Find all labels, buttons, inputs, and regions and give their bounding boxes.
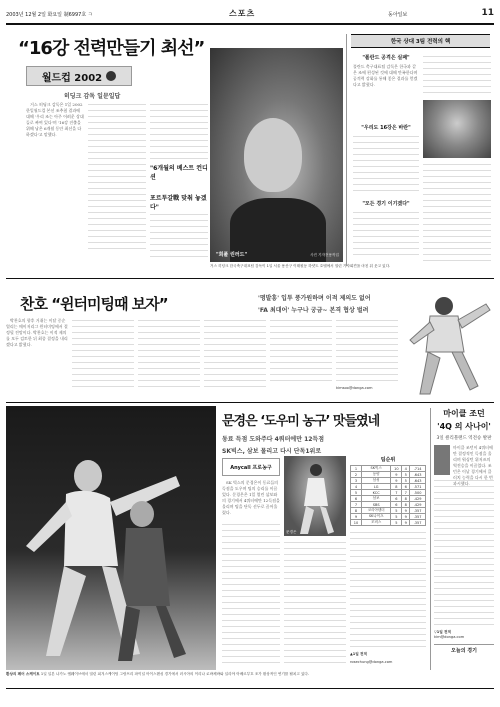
sidebar-left-column — [353, 54, 419, 256]
table-cell: 5 — [402, 472, 410, 478]
table-cell: 9 — [391, 478, 402, 484]
table-cell: .429 — [410, 496, 426, 502]
table-cell: 9 — [391, 472, 402, 478]
filler-text-lines — [150, 102, 208, 162]
table-cell: 삼성 — [362, 478, 391, 484]
top-highlight — [150, 164, 208, 211]
section-name: 스포츠 — [229, 9, 256, 18]
jordan-headline-1: 마이클 조던 — [443, 409, 485, 418]
bottom-email: rosechung@donga.com — [350, 660, 393, 664]
nba-logo — [434, 445, 450, 475]
sidebar-item2-title: "우리도 16강은 바란" — [361, 125, 411, 131]
jordan-results-title: ▽1일 전적 — [434, 630, 451, 634]
mid-subhead-2: 'FA 최대어' 누구나 궁금~ 본격 협상 벌려 — [258, 307, 369, 314]
table-cell: 8 — [391, 484, 402, 490]
top-headline: “16강 전력만들기 최선” — [18, 38, 205, 59]
table-cell: 4 — [351, 484, 362, 490]
table-cell: .429 — [410, 502, 426, 508]
top-body-col2 — [88, 102, 146, 252]
sidebar-title: 한국 상대 3팀 전력의 핵 — [390, 39, 451, 45]
sidebar-title-bar — [351, 34, 490, 48]
sponsor-logo — [222, 458, 280, 476]
filler-text-lines — [434, 478, 494, 628]
mid-body-col1 — [6, 318, 68, 392]
table-cell: 6 — [391, 496, 402, 502]
table-cell: 10 — [351, 520, 362, 526]
jordan-email: kim@donga.com — [434, 635, 465, 639]
table-cell: 5 — [351, 490, 362, 496]
skating-caption — [6, 672, 494, 684]
jordan-intro — [434, 445, 494, 486]
hiddink-photo-caption: 거스 히딩크 한국축구대표팀 감독이 1일 서울 용산구 이태원동 하얏트 호텔에서 열린 기자회견을 마친 뒤 웃고 있다. — [210, 264, 391, 268]
top-body-col1 — [26, 102, 84, 252]
hiddink-photo — [210, 48, 343, 262]
table-cell: 코리아텐더 — [362, 508, 391, 514]
bottom-subhead-1: 동료 득점 도와주다 4쿼터에만 12득점 — [222, 436, 325, 443]
jordan-subhead: 3일 클리블랜드 역전승 발판 — [436, 436, 492, 441]
filler-text-lines — [284, 540, 346, 668]
table-cell: .714 — [410, 466, 426, 472]
standings-table — [350, 465, 426, 526]
basketball-photo-caption: 문경은 — [286, 530, 297, 534]
table-cell: LG — [362, 484, 391, 490]
standings-box — [350, 456, 426, 526]
jordan-headline-2: '4Q 의 사나이' — [437, 422, 491, 431]
table-cell: 5 — [402, 478, 410, 484]
nba-today-title: 오늘의 경기 — [434, 644, 494, 654]
table-cell: 8 — [351, 508, 362, 514]
bottom-body-col1 — [222, 480, 280, 520]
table-cell: .357 — [410, 514, 426, 520]
table-cell: 모비스 — [362, 520, 391, 526]
table-cell: 9 — [351, 514, 362, 520]
sidebar-item1-title: "폴란드 공격은 실패" — [362, 55, 410, 61]
table-cell: SK나이츠 — [362, 514, 391, 520]
header-date: 2003년 12월 2일 화요일 制6997호 ㅋ — [6, 12, 93, 18]
skating-photo — [6, 406, 216, 670]
face-shape — [244, 118, 302, 192]
table-cell: .357 — [410, 508, 426, 514]
table-row — [351, 520, 426, 526]
table-cell: 동양 — [362, 472, 391, 478]
table-cell: 7 — [391, 490, 402, 496]
table-cell: .643 — [410, 478, 426, 484]
filler-text-lines — [88, 102, 146, 252]
table-cell: .357 — [410, 520, 426, 526]
skaters-figure — [6, 406, 216, 670]
table-cell: 4 — [402, 466, 410, 472]
sidebar-item1-text: 폴란드 축구대표팀 감독은 한국과 같은 조에 편성된 것에 대해 만족한다며 공격력 강화를 통해 좋은 결과를 얻겠다고 밝혔다. — [353, 64, 418, 87]
skating-caption-text: 1일 일본 나가노 엠웨이브에서 열린 피겨스케이팅 그랑프리 파이널 아이스댄싱 경기에서 러시아의 이리나 로바체바와 일리야 아베르부흐 조가 환상적인 연기를 펼치고 있다. — [40, 672, 310, 676]
filler-text-lines — [204, 318, 266, 392]
table-cell: 9 — [402, 514, 410, 520]
filler-text-lines — [270, 318, 332, 384]
table-cell: 8 — [402, 502, 410, 508]
player-figure — [284, 456, 346, 536]
header-rule — [6, 23, 494, 25]
table-cell: 1 — [351, 466, 362, 472]
table-cell: .571 — [410, 484, 426, 490]
table-cell: 9 — [402, 520, 410, 526]
filler-text-lines — [72, 318, 134, 392]
page-header — [6, 8, 494, 22]
page-number: 11 — [481, 8, 494, 18]
filler-text-lines — [353, 134, 419, 196]
table-cell: SK빅스 — [362, 466, 391, 472]
photo-credit: 사진 기자전용작업 — [310, 253, 339, 257]
pitcher-photo — [400, 282, 494, 400]
filler-text-lines — [336, 318, 398, 384]
coach-photo — [423, 100, 491, 158]
filler-text-lines — [150, 212, 208, 262]
mid-body-text: 박찬호의 향후 거취는 이달 중순 열리는 메이저리그 윈터미팅에서 결정될 전망이다. 박찬호는 이적 제의를 모두 검토한 뒤 최종 결정을 내리겠다고 밝혔다. — [6, 318, 68, 347]
filler-text-lines — [423, 162, 491, 262]
ball-icon — [106, 71, 116, 81]
pitcher-figure — [400, 282, 494, 400]
mid-subhead-1: '명발흥' 입투 풍가원하며 이적 제의도 없어 — [258, 295, 371, 302]
sidebar-item3-title: "모든 경기 이기겠다" — [362, 201, 410, 207]
filler-text-lines — [350, 530, 426, 650]
section-divider-2 — [6, 402, 494, 403]
worldcup-logo — [26, 66, 132, 86]
jordan-column — [430, 408, 494, 670]
section-divider-1 — [6, 278, 494, 279]
table-cell: .643 — [410, 472, 426, 478]
table-cell: .500 — [410, 490, 426, 496]
table-cell: SBS — [362, 502, 391, 508]
bottom-body-text: SK 빅스의 문경은이 동료들의 득점을 도우며 팀의 승리를 이끌었다. 문경은은 1일 열린 삼보와의 경기에서 4쿼터에만 12득점을 올리며 팀을 단독 선두로 끌어올렸다. — [222, 480, 280, 515]
jordan-body-text: 마이클 조던이 4쿼터에만 결정적인 득점을 올리며 워싱턴 위저즈의 역전승을 이끌었다. 조던은 이날 경기에서 클러치 능력을 다시 한 번 과시했다. — [453, 445, 493, 486]
table-cell: 2 — [351, 472, 362, 478]
paper-name: 동아일보 — [388, 12, 408, 18]
table-cell: 9 — [402, 508, 410, 514]
standings-title: 팀순위 — [380, 457, 396, 463]
top-body-text: 거스 히딩크 감독은 1일 2002 한일월드컵 본선 조추첨 결과에 대해 '우리 조는 아주 어려운 상대들로 짜여 있다'며 '16강 진출을 위해 남은 6개월 동안 최선을 다하겠다'고 말했다. — [26, 102, 84, 137]
skating-caption-title: 환상의 페어 스케이트 — [6, 672, 40, 676]
table-cell: 5 — [391, 508, 402, 514]
table-cell: 7 — [351, 502, 362, 508]
table-cell: 10 — [391, 466, 402, 472]
table-cell: 5 — [391, 520, 402, 526]
table-cell: 5 — [391, 514, 402, 520]
filler-text-lines — [138, 318, 200, 392]
bottom-results-title: ▲1일 전적 — [350, 652, 367, 656]
table-cell: 삼보 — [362, 496, 391, 502]
table-cell: 6 — [402, 484, 410, 490]
table-cell: 3 — [351, 478, 362, 484]
filler-text-lines — [222, 522, 280, 668]
top-byline: 히딩크 감독 일문일답 — [64, 93, 121, 100]
filler-text-lines — [353, 210, 419, 256]
mid-headline: 찬호 “윈터미팅때 보자” — [20, 295, 168, 313]
table-cell: 8 — [402, 496, 410, 502]
sidebar-box — [346, 34, 494, 266]
bottom-headline: 문경은 ‘도우미 농구’ 맛들였네 — [222, 414, 380, 429]
footer-rule — [6, 688, 494, 689]
mid-email: kimsoo@donga.com — [336, 386, 373, 390]
table-cell: 6 — [391, 502, 402, 508]
table-cell: 7 — [402, 490, 410, 496]
bottom-subhead-2: SK빅스, 삼보 물리고 다시 단독1위로 — [222, 448, 322, 455]
table-cell: KCC — [362, 490, 391, 496]
photo-caption-title: "희풀 린러드" — [216, 252, 248, 258]
table-cell: 6 — [351, 496, 362, 502]
basketball-photo — [284, 456, 346, 536]
highlight-line-1: "6개월의 베스트 컨디션 — [150, 165, 208, 181]
highlight-line-2: 포르투갈戰 맞춰 놓겠다" — [150, 195, 207, 211]
worldcup-logo-text: 월드컵 2002 — [41, 72, 103, 84]
filler-text-lines — [423, 54, 491, 98]
sponsor-text: Anycall 프로농구 — [230, 464, 272, 471]
